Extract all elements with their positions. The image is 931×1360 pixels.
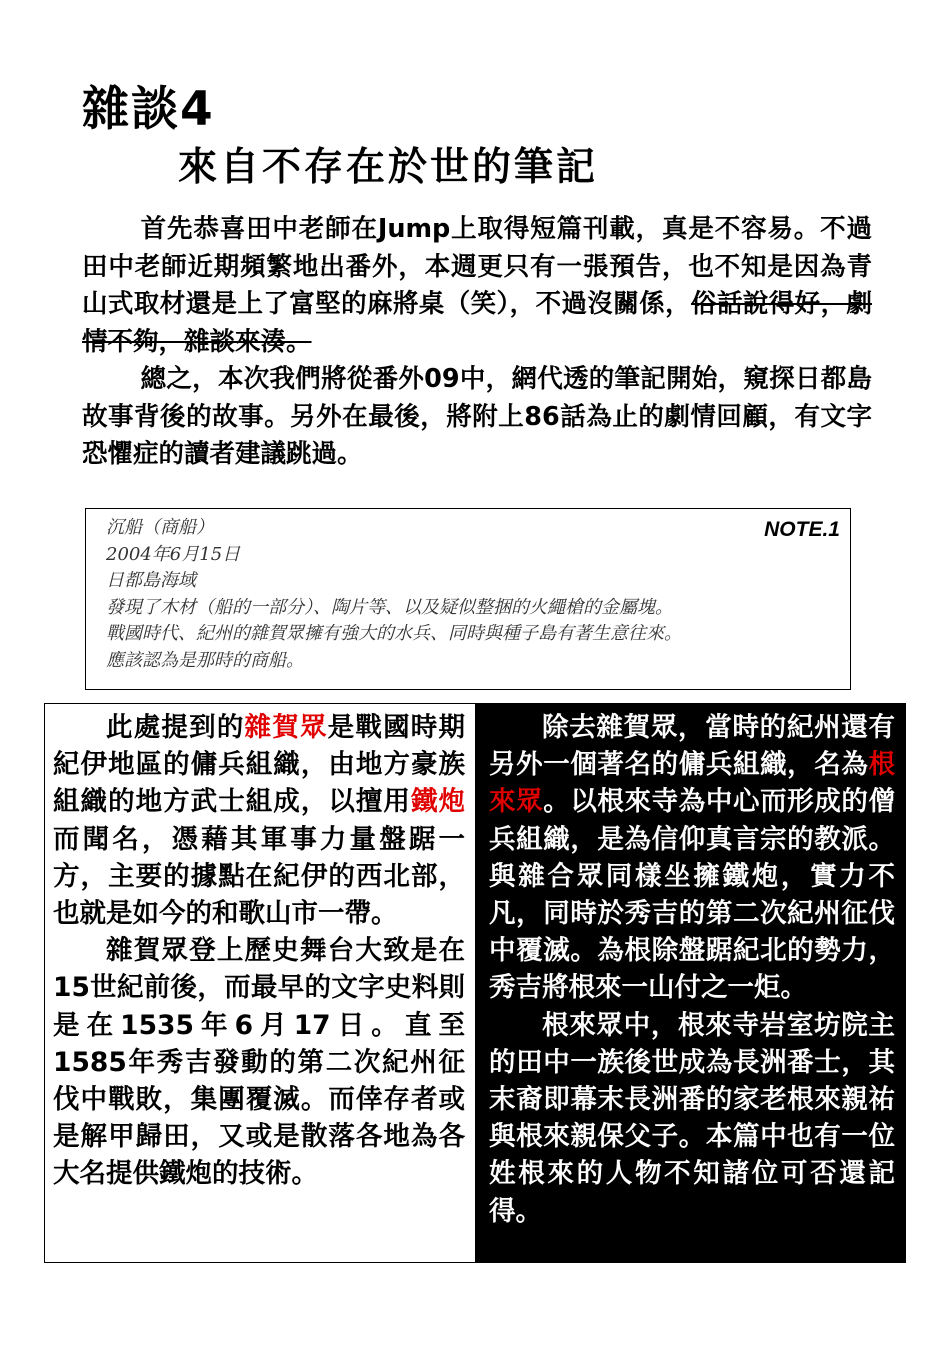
left-p1-text-b: 是戰國時期紀伊地區的傭兵組織，由地方豪族組織的地方武士組成，以擅用 <box>53 712 466 818</box>
intro-p1-text: 首先恭喜田中老師在Jump上取得短篇刊載，真是不容易。不過田中老師近期頻繁地出番外，本週更只有一張預告，也不知是因為青山式取材還是上了富堅的麻將桌（笑），不過沒關係， <box>82 214 872 319</box>
right-p1-text-b: 。以根來寺為中心而形成的僧兵組織，是為信仰真言宗的教派。與雜合眾同樣坐擁鐵炮，實力不凡，同時於秀吉的第二次紀州征伐中覆滅。為根除盤踞紀北的勢力，秀吉將根來一山付之一炬。 <box>489 786 896 1004</box>
intro-paragraph-2: 總之，本次我們將從番外09中，網代透的筆記開始，窺探日都島故事背後的故事。另外在最後，將附上86話為止的劇情回顧，有文字恐懼症的讀者建議跳過。 <box>82 364 872 469</box>
chapter-title: 來自不存在於世的筆記 <box>178 145 599 190</box>
right-p1-text-a: 除去雜賀眾，當時的紀州還有另外一個著名的傭兵組織，名為 <box>489 712 895 781</box>
note-line: 2004年6月15日 <box>106 543 241 565</box>
highlight-teppo: 鐵炮 <box>410 786 466 818</box>
note-line: 沉船（商船） <box>106 517 214 538</box>
right-paragraph-1 <box>489 709 895 1007</box>
note-line: 日都島海域 <box>106 570 196 591</box>
note-line: 發現了木材（船的一部分）、陶片等、以及疑似整捆的火繩槍的金屬塊。 <box>106 596 673 618</box>
highlight-negoro: 根來眾 <box>489 749 895 818</box>
highlight-saika: 雜賀眾 <box>244 712 328 743</box>
chapter-number: 雜談4 <box>82 82 215 137</box>
left-p1-text-c: 而聞名，憑藉其軍事力量盤踞一方，主要的據點在紀伊的西北部，也就是如今的和歌山市一帶。 <box>53 823 465 930</box>
note-box <box>85 508 851 690</box>
left-p1-text-a: 此處提到的 <box>106 712 245 743</box>
note-line: 應該認為是那時的商船。 <box>106 649 304 671</box>
left-paragraph-2: 雜賀眾登上歷史舞台大致是在15世紀前後，而最早的文字史料則是在1535年6月17日。直至1585年秀吉發動的第二次紀州征伐中戰敗，集團覆滅。而倖存者或是解甲歸田，又或是散落各地為各大名提供鐵炮的技術。 <box>53 935 465 1190</box>
left-paragraph-1 <box>53 709 465 932</box>
right-column <box>475 704 905 1262</box>
note-line: 戰國時代、紀州的雜賀眾擁有強大的水兵、同時與種子島有著生意往來。 <box>106 623 682 644</box>
right-paragraph-2: 根來眾中，根來寺岩室坊院主的田中一族後世成為長洲番士，其末裔即幕末長洲番的家老根來親祐與根來親保父子。本篇中也有一位姓根來的人物不知諸位可否還記得。 <box>489 1009 895 1227</box>
intro-text <box>82 211 872 474</box>
two-column-section <box>44 703 906 1263</box>
left-column <box>45 704 475 1262</box>
note-lines <box>106 515 682 674</box>
intro-paragraph-1 <box>82 211 872 361</box>
note-tag: NOTE.1 <box>764 518 840 541</box>
strikethrough-text: 俗話說得好，劇情不夠，雜談來湊。 <box>82 289 872 357</box>
